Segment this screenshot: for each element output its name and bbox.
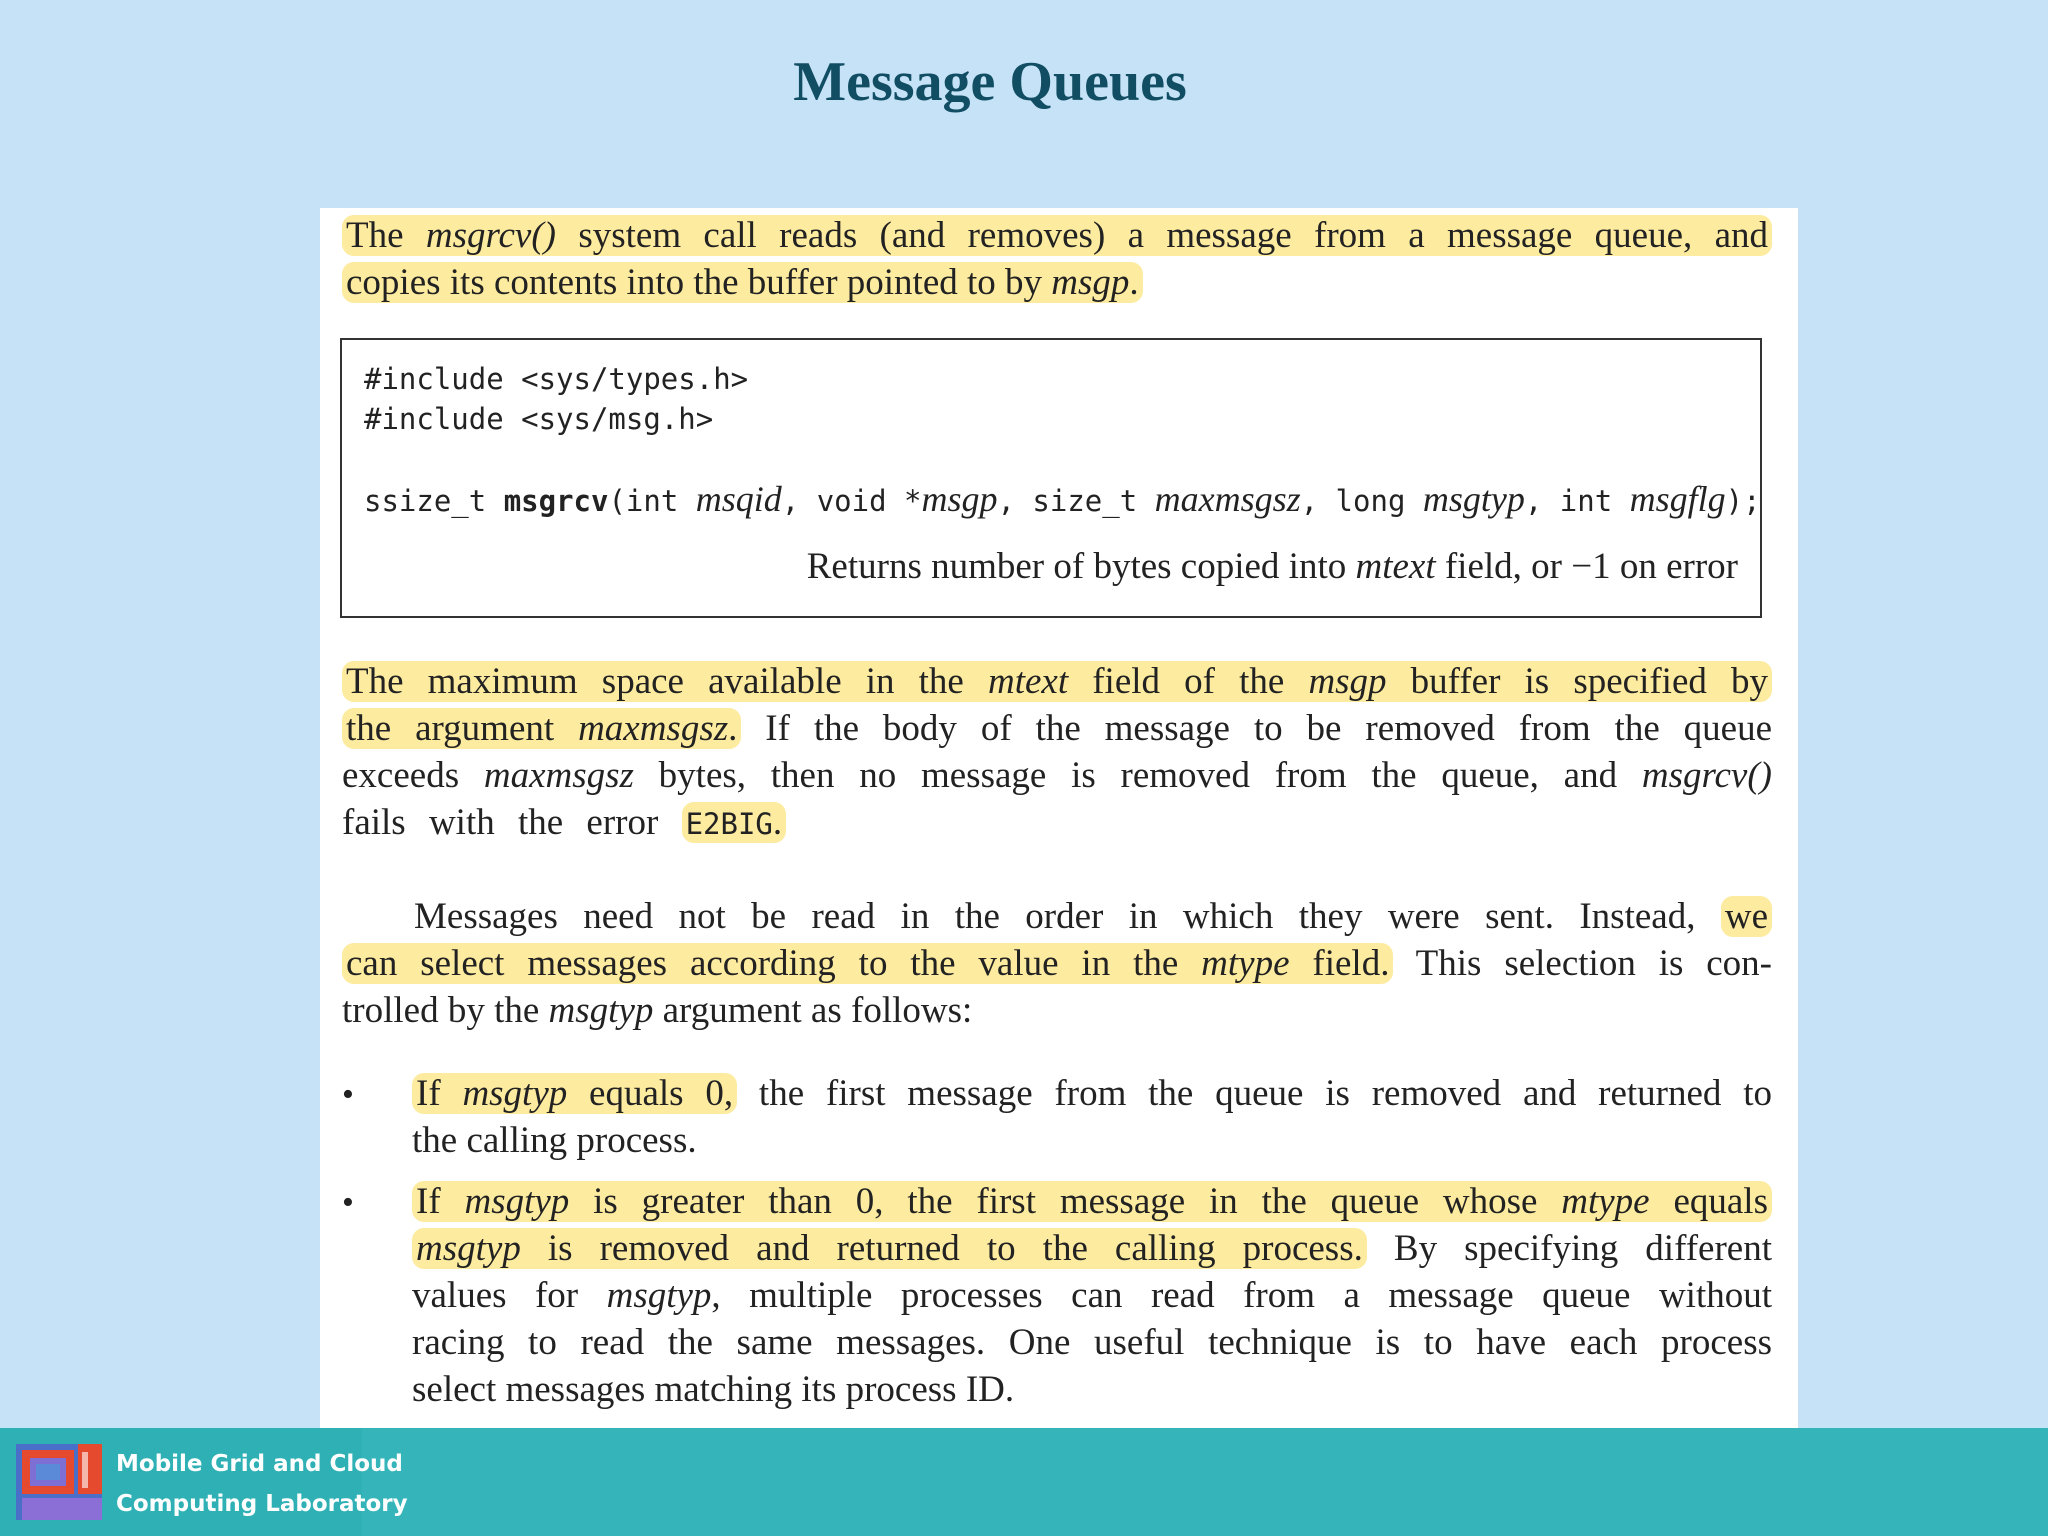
intro-line-2	[342, 259, 1772, 306]
lab-name-line-2: Computing Laboratory	[116, 1491, 408, 1517]
highlight: If msgtyp is greater than 0, the first message in the queue whose mtype equals	[412, 1181, 1772, 1222]
para3-line-2: can select messages according to the value in the mtype field. This selection is con-	[342, 940, 1772, 987]
bullet-marker: •	[342, 1184, 354, 1221]
para2-line-4: fails with the error E2BIG.	[342, 799, 1772, 848]
bullet2-line-5: select messages matching its process ID.	[412, 1369, 1015, 1410]
para3-line-1: Messages need not be read in the order in which they were sent. Instead, we	[342, 893, 1772, 940]
bullet2-line-4: racing to read the same messages. One useful technique is to have each process	[412, 1322, 1772, 1363]
highlight: The msgrcv() system call reads (and removes) a message from a message queue, and	[342, 215, 1772, 256]
lab-name	[116, 1444, 408, 1524]
highlight: msgtyp is removed and returned to the calling process.	[412, 1228, 1367, 1269]
maxmsgsz-paragraph	[342, 658, 1772, 848]
code-include-1: #include <sys/types.h>	[364, 362, 749, 396]
slide-title: Message Queues	[793, 51, 1187, 113]
bullet1-line-1: If msgtyp equals 0, the first message from the queue is removed and returned to	[412, 1070, 1772, 1117]
error-code: E2BIG	[685, 807, 773, 841]
bullet-item-2	[412, 1178, 1772, 1413]
bullet2-line-3: values for msgtyp, multiple processes can read from a message queue without	[412, 1275, 1772, 1316]
highlight: the argument maxmsgsz.	[342, 708, 741, 749]
selection-paragraph	[342, 893, 1772, 1034]
highlight: copies its contents into the buffer pointed to by msgp.	[342, 262, 1143, 303]
highlight: we	[1721, 896, 1772, 937]
para2-line-3: exceeds maxmsgsz bytes, then no message is removed from the queue, and msgrcv()	[342, 755, 1772, 796]
intro-paragraph	[342, 212, 1772, 306]
bullet1-line-2: the calling process.	[412, 1120, 697, 1161]
highlight: can select messages according to the value in the mtype field.	[342, 943, 1393, 984]
code-include-2: #include <sys/msg.h>	[364, 402, 714, 436]
intro-line-1	[342, 212, 1772, 259]
bullet-marker: •	[342, 1076, 354, 1113]
bullet2-line-2: msgtyp is removed and returned to the calling process. By specifying different	[412, 1225, 1772, 1272]
bullet-item-1	[412, 1070, 1772, 1164]
lab-name-line-1: Mobile Grid and Cloud	[116, 1451, 403, 1477]
lab-logo	[0, 1428, 408, 1536]
bullet2-line-1	[412, 1178, 1772, 1225]
footer-bar	[0, 1428, 2048, 1536]
para2-line-1	[342, 658, 1772, 705]
highlight: If msgtyp equals 0,	[412, 1073, 737, 1114]
highlight: The maximum space available in the mtext field of the msgp buffer is specified by	[342, 661, 1772, 702]
code-box	[340, 338, 1762, 618]
code-signature: ssize_t msgrcv(int msqid, void *msgp, size_t maxmsgsz, long msgtyp, int msgflg);	[364, 479, 1761, 519]
content-panel	[320, 208, 1798, 1428]
code-returns-note: Returns number of bytes copied into mtext field, or −1 on error	[806, 546, 1738, 587]
lab-logo-icon	[16, 1444, 102, 1520]
highlight: E2BIG.	[682, 802, 787, 843]
para3-line-3: trolled by the msgtyp argument as follows:	[342, 990, 973, 1031]
para2-line-2: the argument maxmsgsz. If the body of the message to be removed from the queue	[342, 705, 1772, 752]
